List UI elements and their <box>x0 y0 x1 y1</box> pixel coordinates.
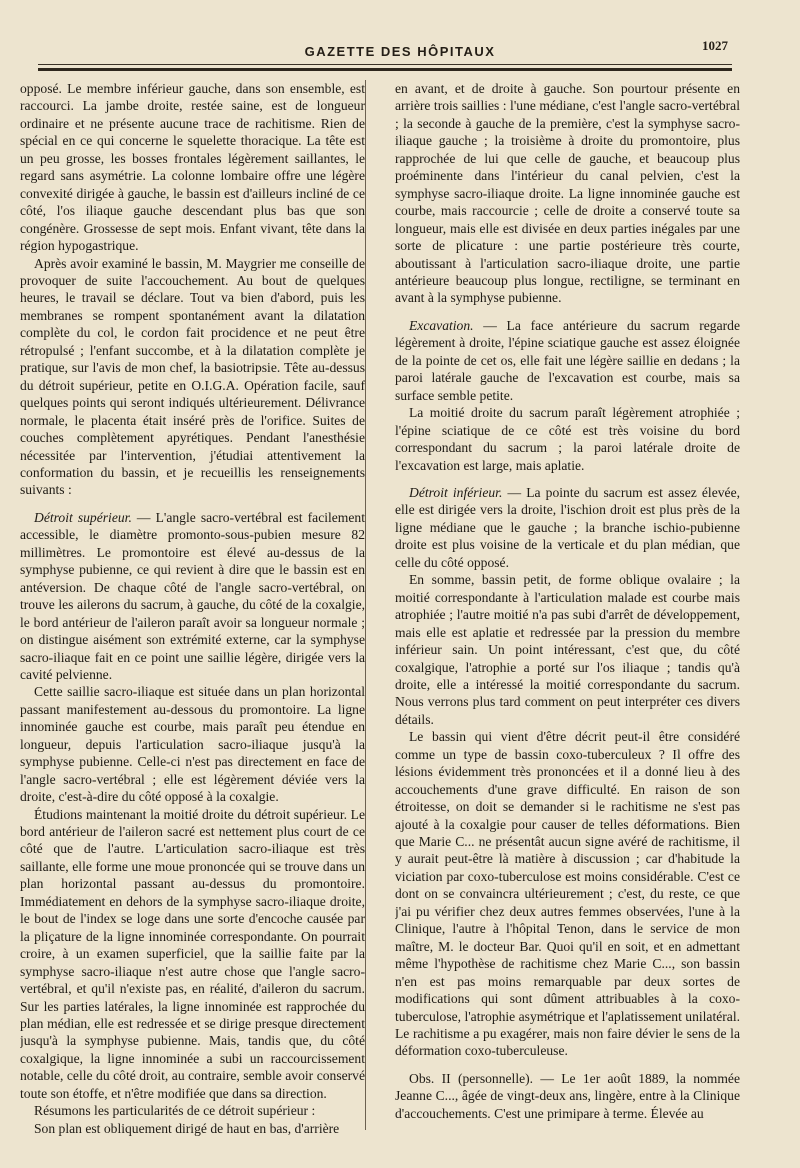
paragraph: Après avoir examiné le bassin, M. Maygrier me conseille de provoquer de suite l'accouchement. Au bout de quelques heures, le travail se déclare. Tout va bien d'abord, puis les membranes se rompent spontanément avant la dilatation complète du col, le cordon fait procidence et ne peut être rétropulsé ; l'enfant succombe, et à la dilatation complète je pratique, sur l'avis de mon chef, la basiotripsie. Tête au-dessus du détroit supérieur, petite en O.I.G.A. Opération facile, sauf quelques points qui seront indiqués ultérieurement. Délivrance normale, le placenta était inséré près de l'orifice. Suites de couches complètement apyrétiques. Pendant l'anesthésie nécessitée par l'intervention, j'étudiai attentivement la conformation du bassin, et je recueillis les renseignements suivants : <box>20 255 365 498</box>
paragraph: Résumons les particularités de ce détroit supérieur : <box>34 1103 316 1119</box>
paragraph: La moitié droite du sacrum paraît légèrement atrophiée ; l'épine sciatique de ce côté est très voisine du bord correspondant du sacrum ; la paroi latérale droite de l'excavation est large, mais aplatie. <box>395 405 740 473</box>
paragraph: en avant, et de droite à gauche. Son pourtour présente en arrière trois saillies : l'une médiane, c'est l'angle sacro-vertébral ; la seconde à gauche de la première, c'est la symphyse sacro-iliaque gauche ; la troisième à droite du promontoire, plus rapprochée de lui que celle de gauche, et beaucoup plus proéminente dans l'intérieur du canal pelvien, c'est la symphyse sacro-iliaque droite. La ligne innominée gauche est courbe, mais raccourcie ; celle de droite a conservé toute sa longueur, mais elle est divisée en deux parties inégales par une sorte de plicature : une partie postérieure très courte, aboutissant à l'articulation sacro-iliaque droite, une partie antérieure beaucoup plus longue, rectiligne, se terminant en avant à la symphyse pubienne. <box>395 81 740 306</box>
running-title: GAZETTE DES HÔPITAUX <box>304 44 496 59</box>
paragraph-observation: Obs. II (personnelle). — Le 1er août 1889, la nommée Jeanne C..., âgée de vingt-deux ans, lingère, entre à la Clinique d'accouchements. C'est une primipare à terme. Élevée au <box>395 1070 740 1121</box>
paragraph: Son plan est obliquement dirigé de haut en bas, d'arrière <box>34 1120 340 1136</box>
paragraph-body: — La pointe du sacrum est assez élevée, elle est dirigée vers la droite, l'ischion droit est plus près de la ligne médiane que le gauche ; la branche ischio-pubienne droite est plus voisine de la verticale et du plan médian, que celle du côté opposé. <box>395 484 740 570</box>
paragraph: Étudions maintenant la moitié droite du détroit supérieur. Le bord antérieur de l'aileron sacré est nettement plus court de ce côté que de l'autre. L'articulation sacro-iliaque est très saillante, elle forme une moue prononcée qui se trouve dans un plan horizontal passant au-dessus du promontoire. Immédiatement en dehors de la symphyse sacro-iliaque droite, le bout de l'index se loge dans une sorte d'encoche causée par la pliçature de la ligne innominée correspondante. On pourrait croire, à un examen superficiel, que la saillie faite par la symphyse sacro-iliaque n'est autre chose que l'angle sacro-vertébral, et qu'il n'existe pas, en réalité, d'aileron du sacrum. Sur les parties latérales, la ligne innominée est rapprochée du plan médian, elle est redressée et se dirige presque directement jusqu'à la symphyse pubienne. Mais, tandis que, du côté coxalgique, la ligne innominée a subi un raccourcissement notable, celle du côté droit, au contraire, semble avoir conservé toute son étoffe, et n'être modifiée que dans sa direction. <box>20 806 365 1101</box>
right-column <box>395 80 740 1140</box>
left-column <box>20 80 365 1140</box>
header-rule-thick <box>38 68 732 71</box>
paragraph: Cette saillie sacro-iliaque est située dans un plan horizontal passant manifestement au-dessous du promontoire. La ligne innominée gauche est courbe, mais paraît peu étendue en longueur, depuis l'articulation sacro-iliaque jusqu'à la symphyse pubienne. Celle-ci n'est pas directement en face de l'angle sacro-vertébral ; elle est légèrement déviée vers la droite, c'est-à-dire du côté opposé à la coxalgie. <box>20 684 365 805</box>
paragraph-body: — L'angle sacro-vertébral est facilement accessible, le diamètre promonto-sous-pubien mesure 82 millimètres. Le promontoire est élevé au-dessus de la symphyse pubienne, ce qui revient à dire que le bassin est en antéversion. De chaque côté de l'angle sacro-vertébral, on trouve les ailerons du sacrum, à gauche, du côté de la coxalgie, le bord antérieur de l'aileron paraît avoir sa longueur normale ; on distingue aisément son extrémité externe, car la symphyse sacro-iliaque fait en ce point une saillie légère, dirigée vers la cavité pelvienne. <box>20 509 365 682</box>
paragraph-detroit-superieur <box>20 509 365 684</box>
paragraph: opposé. Le membre inférieur gauche, dans son ensemble, est raccourci. La jambe droite, restée saine, est de longueur ordinaire et ne présente aucune trace de rachitisme. Rien de spécial en ce qui concerne le squelette thoracique. La tête est un peu grosse, les bosses frontales légèrement saillantes, le regard sans asymétrie. La colonne lombaire offre une légère convexité dirigée à gauche, le bassin est d'ailleurs incliné de ce côté, l'os iliaque gauche descendant plus bas que son congénère. Grossesse de sept mois. Enfant vivant, tête dans la région hypogastrique. <box>20 81 365 254</box>
paragraph-excavation <box>395 317 740 404</box>
section-heading: Détroit inférieur. <box>409 484 503 500</box>
text-columns <box>20 80 740 1140</box>
paragraph: En somme, bassin petit, de forme oblique ovalaire ; la moitié correspondante à l'articulation malade est courbe mais atrophiée ; l'autre moitié n'a pas subi d'arrêt de développement, mais elle est aplatie et redressée par la pression du membre inférieur sain. Un point intéressant, c'est que, du côté coxalgique, l'atrophie a porté sur l'os iliaque ; tandis qu'à droite, elle a intéressé la moitié correspondante du sacrum. Nous verrons plus tard comment on peut interpréter ces divers détails. <box>395 572 740 727</box>
paragraph: Le bassin qui vient d'être décrit peut-il être considéré comme un type de bassin coxo-tuberculeux ? Il offre des lésions évidemment très prononcées et il a donné lieu à des accouchements d'une grave difficulté. En raison de son étroitesse, on doit se demander si le rachitisme ne s'est pas ajouté à la coxalgie pour causer de telles déformations. Bien que Marie C... ne présentât aucun signe avéré de rachitisme, il y aurait peut-être là matière à discussion ; car d'habitude la viciation par coxo-tuberculose est moins considérable. C'est ce dont on se convaincra ultérieurement ; c'est, du reste, ce que j'ai pu vérifier chez deux autres femmes observées, l'une à la Clinique, l'autre à l'hôpital Tenon, dans le service de mon maître, M. le docteur Bar. Quoi qu'il en soit, et en admettant même l'hypothèse de rachitisme chez Marie C..., son bassin n'en est pas moins remarquable par deux sortes de modifications qui sont dûment attribuables à la coxo-tuberculose, l'atrophie asymétrique et l'aplatissement unilatéral. Le rachitisme a pu exagérer, mais non faire dévier le sens de la déformation coxo-tuberculeuse. <box>395 729 740 1059</box>
paragraph-body: — La face antérieure du sacrum regarde légèrement à droite, l'épine sciatique gauche est assez éloignée de la pointe de cet os, elle fait une légère saillie en dedans ; la paroi latérale gauche de l'excavation est courbe, mais sa surface semble petite. <box>395 317 740 403</box>
page-number: 1027 <box>702 38 728 53</box>
paragraph-detroit-inferieur <box>395 484 740 571</box>
header-rule-thin <box>38 64 732 65</box>
section-heading: Détroit supérieur. <box>34 509 132 525</box>
section-heading: Excavation. <box>409 317 474 333</box>
